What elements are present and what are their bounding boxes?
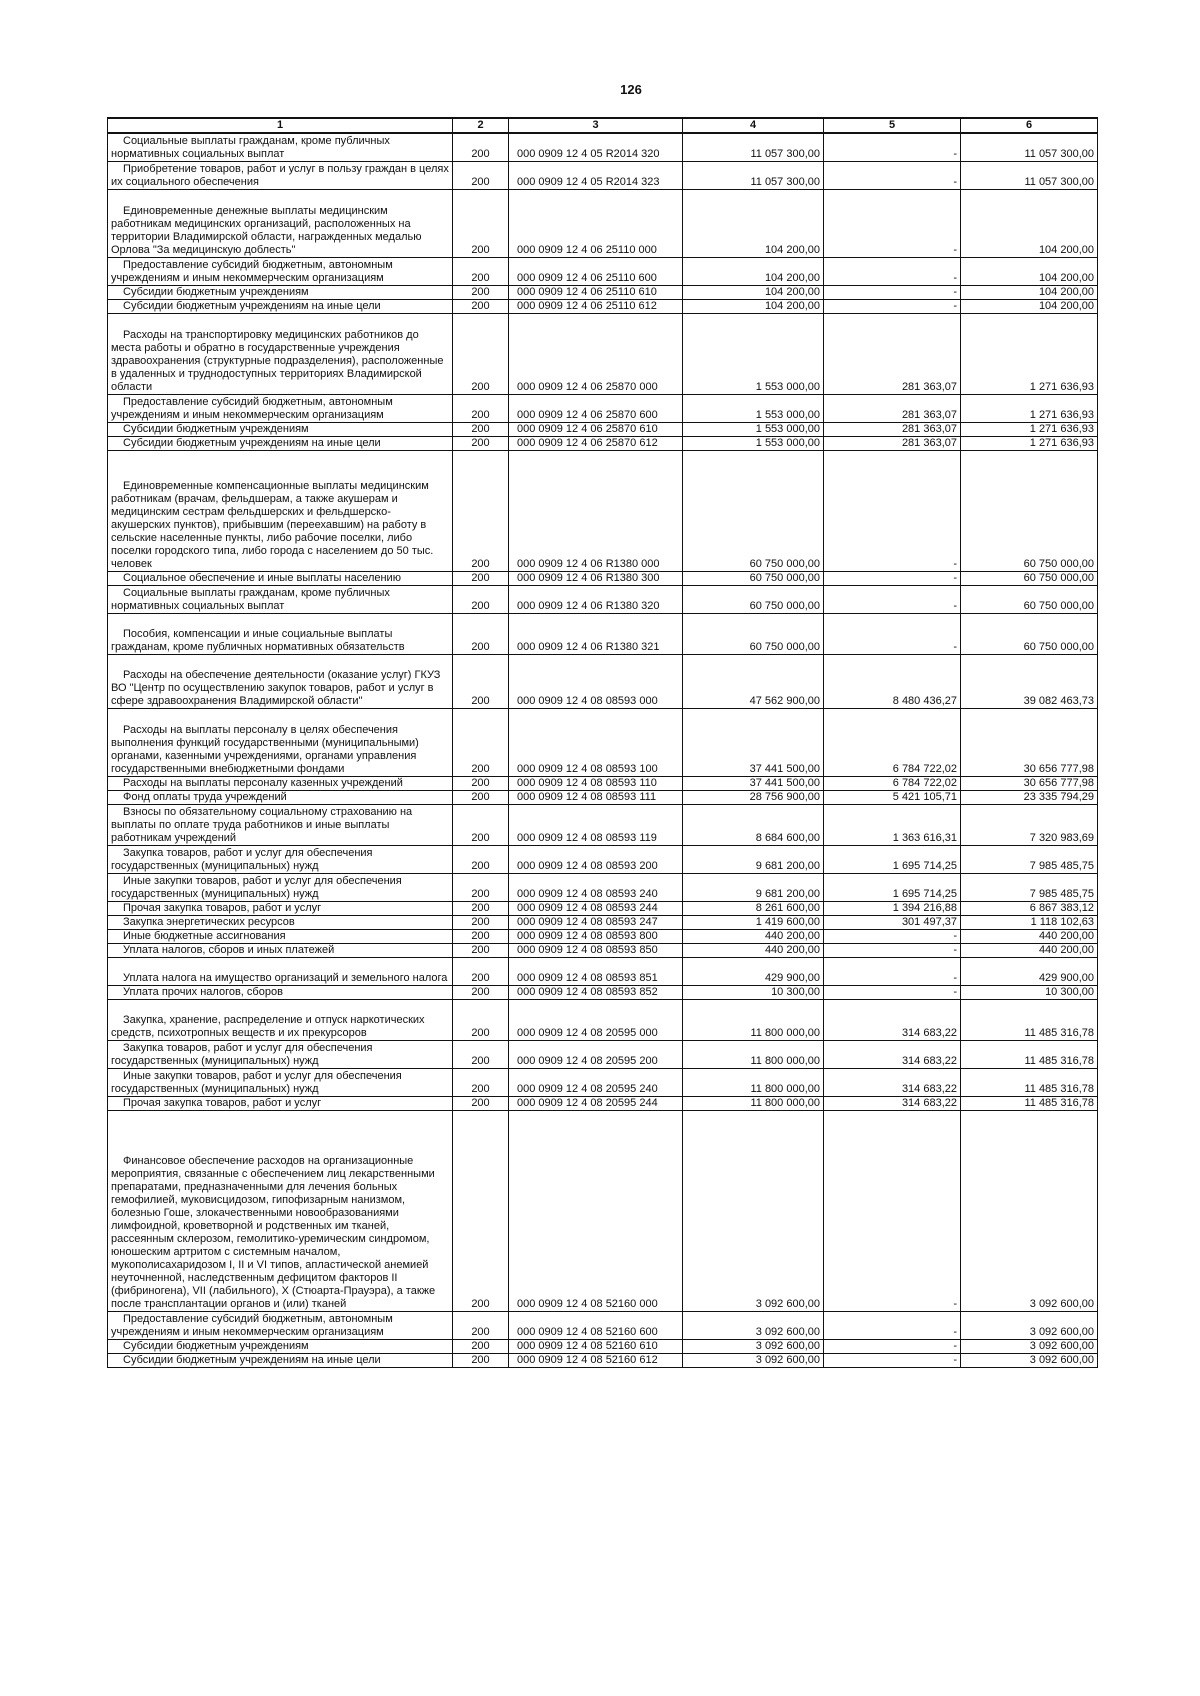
row-value-6: 3 092 600,00 (961, 1312, 1098, 1340)
row-name: Расходы на обеспечение деятельности (оказание услуг) ГКУЗ ВО "Центр по осуществлению закупок товаров, работ и услуг в сфере здравоохранения Владимирской области" (108, 655, 453, 709)
table-row (108, 902, 1098, 916)
table-row (108, 1354, 1098, 1368)
row-value-4: 11 057 300,00 (683, 133, 824, 162)
row-name: Закупка, хранение, распределение и отпуск наркотических средств, психотропных веществ и их прекурсоров (108, 1000, 453, 1041)
table-row (108, 286, 1098, 300)
row-name: Социальное обеспечение и иные выплаты населению (108, 572, 453, 586)
row-budget-code: 000 0909 12 4 08 52160 000 (509, 1111, 683, 1312)
row-name: Иные бюджетные ассигнования (108, 930, 453, 944)
table-row (108, 1312, 1098, 1340)
row-name: Уплата налогов, сборов и иных платежей (108, 944, 453, 958)
row-column-2: 200 (453, 300, 509, 314)
column-header: 6 (961, 118, 1098, 133)
table-row (108, 614, 1098, 655)
row-value-6: 6 867 383,12 (961, 902, 1098, 916)
row-column-2: 200 (453, 1069, 509, 1097)
table-body (108, 118, 1098, 1368)
row-budget-code: 000 0909 12 4 08 20595 244 (509, 1097, 683, 1111)
row-value-6: 60 750 000,00 (961, 586, 1098, 614)
row-column-2: 200 (453, 437, 509, 451)
row-column-2: 200 (453, 395, 509, 423)
row-value-4: 3 092 600,00 (683, 1340, 824, 1354)
row-value-4: 11 800 000,00 (683, 1041, 824, 1069)
row-value-5: 314 683,22 (824, 1097, 961, 1111)
row-value-6: 60 750 000,00 (961, 572, 1098, 586)
row-value-6: 11 485 316,78 (961, 1069, 1098, 1097)
row-budget-code: 000 0909 12 4 08 08593 000 (509, 655, 683, 709)
row-budget-code: 000 0909 12 4 08 52160 612 (509, 1354, 683, 1368)
row-value-5: 5 421 105,71 (824, 791, 961, 805)
row-value-6: 39 082 463,73 (961, 655, 1098, 709)
row-column-2: 200 (453, 958, 509, 986)
row-name: Субсидии бюджетным учреждениям (108, 423, 453, 437)
row-value-5: - (824, 1312, 961, 1340)
row-value-5: 281 363,07 (824, 395, 961, 423)
row-name: Закупка товаров, работ и услуг для обеспечения государственных (муниципальных) нужд (108, 1041, 453, 1069)
row-value-4: 11 800 000,00 (683, 1000, 824, 1041)
row-column-2: 200 (453, 286, 509, 300)
row-budget-code: 000 0909 12 4 08 20595 000 (509, 1000, 683, 1041)
row-value-4: 1 553 000,00 (683, 314, 824, 395)
row-column-2: 200 (453, 986, 509, 1000)
row-value-6: 104 200,00 (961, 300, 1098, 314)
row-budget-code: 000 0909 12 4 05 R2014 320 (509, 133, 683, 162)
table-row (108, 958, 1098, 986)
row-budget-code: 000 0909 12 4 08 08593 119 (509, 805, 683, 846)
row-value-6: 440 200,00 (961, 930, 1098, 944)
row-value-6: 104 200,00 (961, 286, 1098, 300)
row-value-6: 1 271 636,93 (961, 437, 1098, 451)
row-value-6: 11 485 316,78 (961, 1000, 1098, 1041)
row-value-6: 3 092 600,00 (961, 1354, 1098, 1368)
row-value-4: 11 057 300,00 (683, 162, 824, 190)
row-value-6: 1 271 636,93 (961, 395, 1098, 423)
row-value-6: 104 200,00 (961, 258, 1098, 286)
row-value-5: 281 363,07 (824, 437, 961, 451)
row-value-4: 47 562 900,00 (683, 655, 824, 709)
row-value-6: 429 900,00 (961, 958, 1098, 986)
row-value-5: - (824, 944, 961, 958)
row-column-2: 200 (453, 1312, 509, 1340)
row-name: Уплата прочих налогов, сборов (108, 986, 453, 1000)
row-value-6: 30 656 777,98 (961, 777, 1098, 791)
row-value-5: 301 497,37 (824, 916, 961, 930)
column-header: 4 (683, 118, 824, 133)
row-budget-code: 000 0909 12 4 06 25870 000 (509, 314, 683, 395)
row-value-5: - (824, 930, 961, 944)
row-budget-code: 000 0909 12 4 06 25870 610 (509, 423, 683, 437)
row-value-5: 6 784 722,02 (824, 709, 961, 777)
row-value-6: 11 485 316,78 (961, 1097, 1098, 1111)
row-value-4: 9 681 200,00 (683, 874, 824, 902)
row-name: Субсидии бюджетным учреждениям (108, 1340, 453, 1354)
row-value-6: 23 335 794,29 (961, 791, 1098, 805)
row-value-6: 1 271 636,93 (961, 423, 1098, 437)
row-name: Субсидии бюджетным учреждениям на иные цели (108, 1354, 453, 1368)
table-row (108, 437, 1098, 451)
row-name: Предоставление субсидий бюджетным, автономным учреждениям и иным некоммерческим организациям (108, 395, 453, 423)
row-budget-code: 000 0909 12 4 06 R1380 000 (509, 451, 683, 572)
row-value-6: 60 750 000,00 (961, 451, 1098, 572)
table-row (108, 190, 1098, 258)
row-value-4: 28 756 900,00 (683, 791, 824, 805)
row-value-4: 3 092 600,00 (683, 1312, 824, 1340)
row-name: Субсидии бюджетным учреждениям на иные цели (108, 437, 453, 451)
row-value-5: 314 683,22 (824, 1069, 961, 1097)
row-name: Социальные выплаты гражданам, кроме публичных нормативных социальных выплат (108, 586, 453, 614)
table-row (108, 1340, 1098, 1354)
row-value-5: - (824, 1111, 961, 1312)
row-value-6: 7 985 485,75 (961, 846, 1098, 874)
row-column-2: 200 (453, 916, 509, 930)
row-value-5: - (824, 451, 961, 572)
row-value-4: 1 419 600,00 (683, 916, 824, 930)
row-budget-code: 000 0909 12 4 06 R1380 320 (509, 586, 683, 614)
row-budget-code: 000 0909 12 4 08 08593 244 (509, 902, 683, 916)
row-value-4: 104 200,00 (683, 286, 824, 300)
row-name: Субсидии бюджетным учреждениям на иные цели (108, 300, 453, 314)
row-value-5: - (824, 1354, 961, 1368)
row-value-6: 11 485 316,78 (961, 1041, 1098, 1069)
row-column-2: 200 (453, 1097, 509, 1111)
table-row (108, 944, 1098, 958)
row-value-5: 8 480 436,27 (824, 655, 961, 709)
row-column-2: 200 (453, 777, 509, 791)
table-row (108, 258, 1098, 286)
row-budget-code: 000 0909 12 4 08 08593 110 (509, 777, 683, 791)
row-value-5: 1 394 216,88 (824, 902, 961, 916)
row-name: Расходы на транспортировку медицинских работников до места работы и обратно в государственные учреждения здравоохранения (структурные подразделения), расположенные в удаленных и труднодоступных территориях Владимирской области (108, 314, 453, 395)
row-value-5: 1 695 714,25 (824, 874, 961, 902)
table-row (108, 395, 1098, 423)
row-value-5: - (824, 162, 961, 190)
row-value-6: 7 320 983,69 (961, 805, 1098, 846)
column-header: 3 (509, 118, 683, 133)
row-value-6: 11 057 300,00 (961, 162, 1098, 190)
row-name: Закупка товаров, работ и услуг для обеспечения государственных (муниципальных) нужд (108, 846, 453, 874)
row-value-5: - (824, 286, 961, 300)
row-budget-code: 000 0909 12 4 05 R2014 323 (509, 162, 683, 190)
row-column-2: 200 (453, 1000, 509, 1041)
row-column-2: 200 (453, 572, 509, 586)
row-value-5: - (824, 586, 961, 614)
row-value-5: 281 363,07 (824, 314, 961, 395)
table-row (108, 874, 1098, 902)
row-value-4: 60 750 000,00 (683, 572, 824, 586)
row-value-4: 1 553 000,00 (683, 395, 824, 423)
row-column-2: 200 (453, 944, 509, 958)
row-name: Взносы по обязательному социальному страхованию на выплаты по оплате труда работников и иные выплаты работникам учреждений (108, 805, 453, 846)
row-value-4: 104 200,00 (683, 258, 824, 286)
row-name: Расходы на выплаты персоналу в целях обеспечения выполнения функций государственными (муниципальными) органами, казенными учреждениями, органами управления государственными внебюджетными фондами (108, 709, 453, 777)
row-value-4: 1 553 000,00 (683, 423, 824, 437)
table-row (108, 423, 1098, 437)
row-budget-code: 000 0909 12 4 08 08593 247 (509, 916, 683, 930)
row-value-5: - (824, 614, 961, 655)
row-budget-code: 000 0909 12 4 08 08593 100 (509, 709, 683, 777)
row-name: Единовременные денежные выплаты медицинским работникам медицинских организаций, расположенных на территории Владимирской области, награжденных медалью Орлова "За медицинскую доблесть" (108, 190, 453, 258)
row-value-4: 9 681 200,00 (683, 846, 824, 874)
table-row (108, 777, 1098, 791)
table-row (108, 1097, 1098, 1111)
row-value-6: 10 300,00 (961, 986, 1098, 1000)
row-budget-code: 000 0909 12 4 08 08593 240 (509, 874, 683, 902)
row-column-2: 200 (453, 1340, 509, 1354)
row-column-2: 200 (453, 423, 509, 437)
row-budget-code: 000 0909 12 4 06 25870 600 (509, 395, 683, 423)
row-value-4: 3 092 600,00 (683, 1111, 824, 1312)
row-column-2: 200 (453, 805, 509, 846)
row-value-4: 10 300,00 (683, 986, 824, 1000)
row-column-2: 200 (453, 133, 509, 162)
row-value-5: - (824, 190, 961, 258)
row-budget-code: 000 0909 12 4 06 25110 612 (509, 300, 683, 314)
row-name: Закупка энергетических ресурсов (108, 916, 453, 930)
row-name: Расходы на выплаты персоналу казенных учреждений (108, 777, 453, 791)
table-row (108, 805, 1098, 846)
page-number: 126 (620, 82, 642, 97)
row-budget-code: 000 0909 12 4 08 08593 850 (509, 944, 683, 958)
row-value-6: 11 057 300,00 (961, 133, 1098, 162)
row-value-6: 440 200,00 (961, 944, 1098, 958)
row-value-4: 440 200,00 (683, 944, 824, 958)
row-value-5: 314 683,22 (824, 1000, 961, 1041)
row-value-4: 11 800 000,00 (683, 1069, 824, 1097)
table-row (108, 314, 1098, 395)
row-value-4: 37 441 500,00 (683, 709, 824, 777)
row-value-6: 104 200,00 (961, 190, 1098, 258)
row-budget-code: 000 0909 12 4 06 R1380 300 (509, 572, 683, 586)
table-row (108, 1069, 1098, 1097)
row-value-4: 440 200,00 (683, 930, 824, 944)
row-value-4: 104 200,00 (683, 300, 824, 314)
row-name: Пособия, компенсации и иные социальные выплаты гражданам, кроме публичных нормативных обязательств (108, 614, 453, 655)
row-value-6: 3 092 600,00 (961, 1111, 1098, 1312)
table-row (108, 986, 1098, 1000)
table-row (108, 1111, 1098, 1312)
row-budget-code: 000 0909 12 4 06 25870 612 (509, 437, 683, 451)
row-column-2: 200 (453, 791, 509, 805)
row-budget-code: 000 0909 12 4 08 52160 610 (509, 1340, 683, 1354)
row-value-5: 1 695 714,25 (824, 846, 961, 874)
row-name: Социальные выплаты гражданам, кроме публичных нормативных социальных выплат (108, 133, 453, 162)
row-value-4: 8 684 600,00 (683, 805, 824, 846)
row-column-2: 200 (453, 190, 509, 258)
row-name: Иные закупки товаров, работ и услуг для обеспечения государственных (муниципальных) нужд (108, 1069, 453, 1097)
row-value-4: 37 441 500,00 (683, 777, 824, 791)
table-row (108, 1000, 1098, 1041)
row-budget-code: 000 0909 12 4 08 08593 200 (509, 846, 683, 874)
row-column-2: 200 (453, 930, 509, 944)
row-column-2: 200 (453, 586, 509, 614)
row-value-5: - (824, 133, 961, 162)
table-row (108, 1041, 1098, 1069)
row-value-5: - (824, 300, 961, 314)
row-budget-code: 000 0909 12 4 08 52160 600 (509, 1312, 683, 1340)
row-column-2: 200 (453, 1041, 509, 1069)
row-value-6: 1 118 102,63 (961, 916, 1098, 930)
row-name: Предоставление субсидий бюджетным, автономным учреждениям и иным некоммерческим организациям (108, 1312, 453, 1340)
row-budget-code: 000 0909 12 4 08 20595 200 (509, 1041, 683, 1069)
row-value-6: 3 092 600,00 (961, 1340, 1098, 1354)
column-header: 2 (453, 118, 509, 133)
table-row (108, 572, 1098, 586)
row-value-5: - (824, 986, 961, 1000)
row-budget-code: 000 0909 12 4 06 25110 600 (509, 258, 683, 286)
row-column-2: 200 (453, 614, 509, 655)
row-value-5: 6 784 722,02 (824, 777, 961, 791)
row-column-2: 200 (453, 1111, 509, 1312)
row-column-2: 200 (453, 846, 509, 874)
row-name: Прочая закупка товаров, работ и услуг (108, 1097, 453, 1111)
row-name: Единовременные компенсационные выплаты медицинским работникам (врачам, фельдшерам, а также акушерам и медицинским сестрам фельдшерских и фельдшерско-акушерских пунктов), прибывшим (переехавшим) на работу в сельские населенные пункты, либо рабочие поселки, либо поселки городского типа, либо города с населением до 50 тыс. человек (108, 451, 453, 572)
column-header: 5 (824, 118, 961, 133)
table-row (108, 451, 1098, 572)
row-budget-code: 000 0909 12 4 06 R1380 321 (509, 614, 683, 655)
row-name: Финансовое обеспечение расходов на организационные мероприятия, связанные с обеспечением лиц лекарственными препаратами, предназначенными для лечения больных гемофилией, муковисцидозом, гипофизарным нанизмом, болезнью Гоше, злокачественными новообразованиями лимфоидной, кроветворной и родственных им тканей, рассеянным склерозом, гемолитико-уремическим синдромом, юношеским артритом с системным началом, мукополисахаридозом I, II и VI типов, апластической анемией неуточненной, наследственным дефицитом факторов II (фибриногена), VII (лабильного), X (Стюарта-Прауэра), а также после трансплантации органов и (или) тканей (108, 1111, 453, 1312)
row-value-5: - (824, 258, 961, 286)
table-row (108, 133, 1098, 162)
row-column-2: 200 (453, 258, 509, 286)
table-row (108, 930, 1098, 944)
column-number-row (108, 118, 1098, 133)
table-row (108, 791, 1098, 805)
table-row (108, 846, 1098, 874)
row-value-4: 8 261 600,00 (683, 902, 824, 916)
row-value-6: 60 750 000,00 (961, 614, 1098, 655)
row-value-4: 60 750 000,00 (683, 586, 824, 614)
row-name: Прочая закупка товаров, работ и услуг (108, 902, 453, 916)
table-row (108, 586, 1098, 614)
row-name: Субсидии бюджетным учреждениям (108, 286, 453, 300)
row-value-5: - (824, 1340, 961, 1354)
row-value-5: - (824, 958, 961, 986)
row-budget-code: 000 0909 12 4 08 20595 240 (509, 1069, 683, 1097)
table-row (108, 655, 1098, 709)
row-name: Фонд оплаты труда учреждений (108, 791, 453, 805)
table-row (108, 300, 1098, 314)
row-value-4: 3 092 600,00 (683, 1354, 824, 1368)
row-value-5: - (824, 572, 961, 586)
row-budget-code: 000 0909 12 4 08 08593 111 (509, 791, 683, 805)
row-column-2: 200 (453, 314, 509, 395)
row-budget-code: 000 0909 12 4 08 08593 851 (509, 958, 683, 986)
row-name: Приобретение товаров, работ и услуг в пользу граждан в целях их социального обеспечения (108, 162, 453, 190)
row-value-6: 30 656 777,98 (961, 709, 1098, 777)
row-value-4: 1 553 000,00 (683, 437, 824, 451)
row-value-6: 1 271 636,93 (961, 314, 1098, 395)
budget-table (107, 117, 1098, 1368)
row-value-4: 11 800 000,00 (683, 1097, 824, 1111)
row-column-2: 200 (453, 902, 509, 916)
row-column-2: 200 (453, 451, 509, 572)
row-budget-code: 000 0909 12 4 06 25110 610 (509, 286, 683, 300)
row-value-4: 60 750 000,00 (683, 614, 824, 655)
row-budget-code: 000 0909 12 4 08 08593 852 (509, 986, 683, 1000)
row-value-5: 314 683,22 (824, 1041, 961, 1069)
row-column-2: 200 (453, 709, 509, 777)
row-value-4: 104 200,00 (683, 190, 824, 258)
table-row (108, 709, 1098, 777)
row-name: Предоставление субсидий бюджетным, автономным учреждениям и иным некоммерческим организациям (108, 258, 453, 286)
row-column-2: 200 (453, 874, 509, 902)
row-value-6: 7 985 485,75 (961, 874, 1098, 902)
row-value-4: 429 900,00 (683, 958, 824, 986)
row-column-2: 200 (453, 655, 509, 709)
row-name: Уплата налога на имущество организаций и земельного налога (108, 958, 453, 986)
table-row (108, 162, 1098, 190)
column-header: 1 (108, 118, 453, 133)
row-value-5: 281 363,07 (824, 423, 961, 437)
row-budget-code: 000 0909 12 4 08 08593 800 (509, 930, 683, 944)
row-column-2: 200 (453, 162, 509, 190)
row-name: Иные закупки товаров, работ и услуг для обеспечения государственных (муниципальных) нужд (108, 874, 453, 902)
table-row (108, 916, 1098, 930)
row-value-5: 1 363 616,31 (824, 805, 961, 846)
row-column-2: 200 (453, 1354, 509, 1368)
row-budget-code: 000 0909 12 4 06 25110 000 (509, 190, 683, 258)
row-value-4: 60 750 000,00 (683, 451, 824, 572)
